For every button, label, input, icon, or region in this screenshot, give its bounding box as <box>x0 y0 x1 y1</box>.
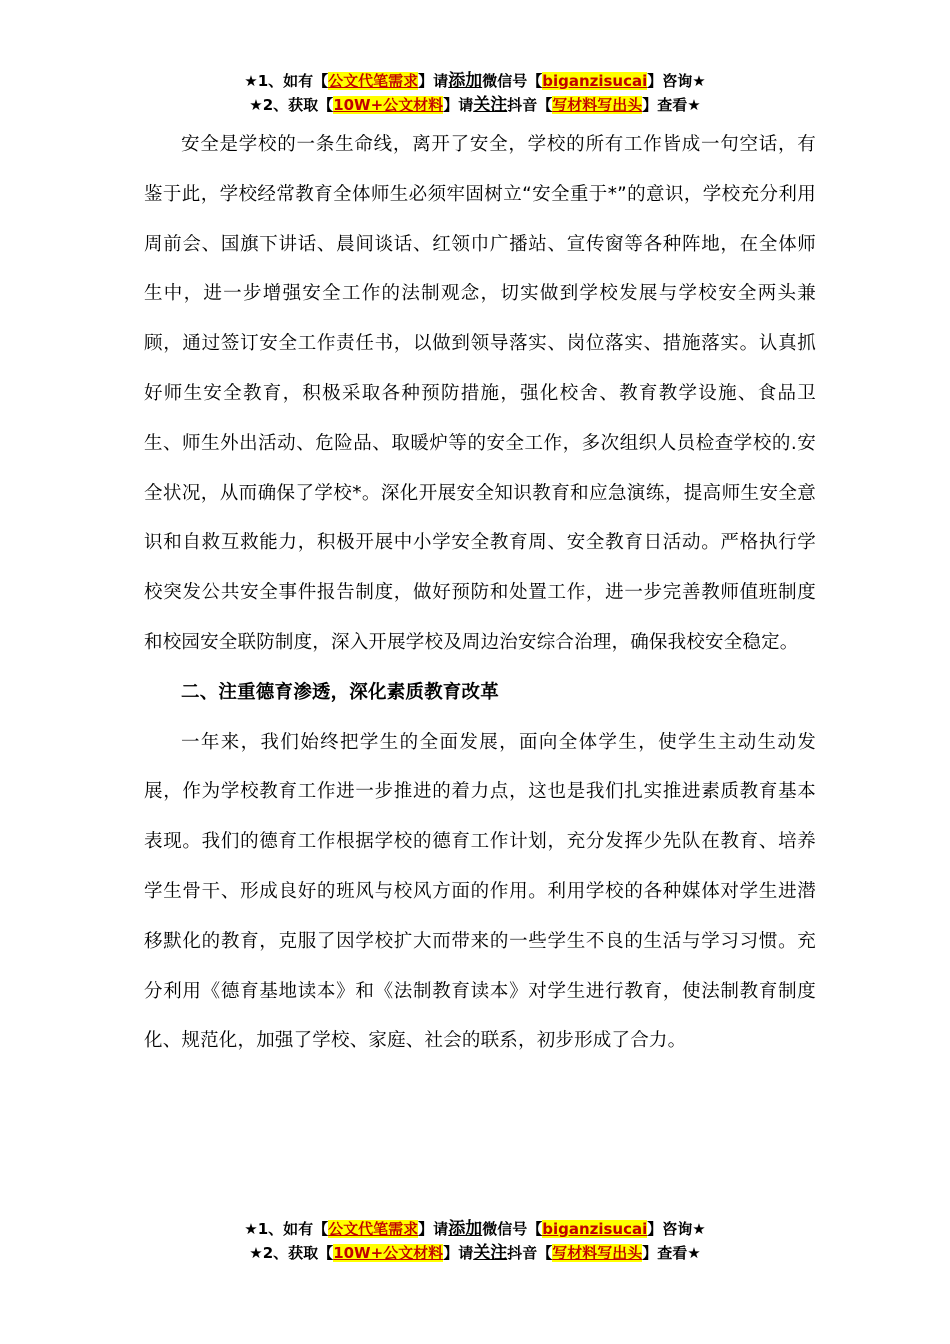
banner-text: 微信号【 <box>482 1220 543 1238</box>
banner-text: ★1、如有【 <box>244 1220 329 1238</box>
emphasis-text: 添加 <box>448 71 483 91</box>
wechat-id: biganzisucai <box>542 72 648 90</box>
banner-text: 抖音【 <box>507 96 553 114</box>
highlight-text: 10W+公文材料 <box>333 1244 444 1262</box>
banner-line-2 <box>0 1241 950 1265</box>
banner-text: 】查看★ <box>642 96 701 114</box>
banner-text: 】咨询★ <box>647 1220 706 1238</box>
emphasis-text: 添加 <box>448 1219 483 1239</box>
banner-text: ★1、如有【 <box>244 72 329 90</box>
emphasis-text: 关注 <box>473 95 508 115</box>
banner-text: 】查看★ <box>642 1244 701 1262</box>
document-body <box>144 120 816 1066</box>
banner-line-1 <box>0 69 950 93</box>
banner-text: 抖音【 <box>507 1244 553 1262</box>
wechat-id: biganzisucai <box>542 1220 648 1238</box>
ad-banner-bottom <box>0 1217 950 1265</box>
highlight-text: 公文代笔需求 <box>328 72 419 90</box>
douyin-account: 写材料写出头 <box>552 1244 643 1262</box>
ad-banner-top <box>0 69 950 117</box>
banner-text: ★2、获取【 <box>249 1244 334 1262</box>
banner-text: 】请 <box>443 1244 474 1262</box>
banner-text: 】请 <box>443 96 474 114</box>
highlight-text: 公文代笔需求 <box>328 1220 419 1238</box>
banner-text: 】咨询★ <box>647 72 706 90</box>
banner-text: 】请 <box>418 1220 449 1238</box>
body-paragraph: 一年来，我们始终把学生的全面发展，面向全体学生，使学生主动生动发展，作为学校教育工作进一步推进的着力点，这也是我们扎实推进素质教育基本表现。我们的德育工作根据学校的德育工作计划，充分发挥少先队在教育、培养学生骨干、形成良好的班风与校风方面的作用。利用学校的各种媒体对学生进潜移默化的教育，克服了因学校扩大而带来的一些学生不良的生活与学习习惯。充分利用《德育基地读本》和《法制教育读本》对学生进行教育，使法制教育制度化、规范化，加强了学校、家庭、社会的联系，初步形成了合力。 <box>144 731 816 1052</box>
banner-text: 】请 <box>418 72 449 90</box>
banner-line-2 <box>0 93 950 117</box>
highlight-text: 10W+公文材料 <box>333 96 444 114</box>
body-paragraph: 安全是学校的一条生命线，离开了安全，学校的所有工作皆成一句空话，有鉴于此，学校经常教育全体师生必须牢固树立“安全重于*”的意识，学校充分利用周前会、国旗下讲话、晨间谈话、红领巾广播站、宣传窗等各种阵地，在全体师生中，进一步增强安全工作的法制观念，切实做到学校发展与学校安全两头兼顾，通过签订安全工作责任书，以做到领导落实、岗位落实、措施落实。认真抓好师生安全教育，积极采取各种预防措施，强化校舍、教育教学设施、食品卫生、师生外出活动、危险品、取暖炉等的安全工作，多次组织人员检查学校的.安全状况，从而确保了学校*。深化开展安全知识教育和应急演练，提高师生安全意识和自救互救能力，积极开展中小学安全教育周、安全教育日活动。严格执行学校突发公共安全事件报告制度，做好预防和处置工作，进一步完善教师值班制度和校园安全联防制度，深入开展学校及周边治安综合治理，确保我校安全稳定。 <box>144 134 816 653</box>
section-heading: 二、注重德育渗透，深化素质教育改革 <box>181 681 499 703</box>
banner-text: 微信号【 <box>482 72 543 90</box>
douyin-account: 写材料写出头 <box>552 96 643 114</box>
emphasis-text: 关注 <box>473 1243 508 1263</box>
banner-line-1 <box>0 1217 950 1241</box>
banner-text: ★2、获取【 <box>249 96 334 114</box>
